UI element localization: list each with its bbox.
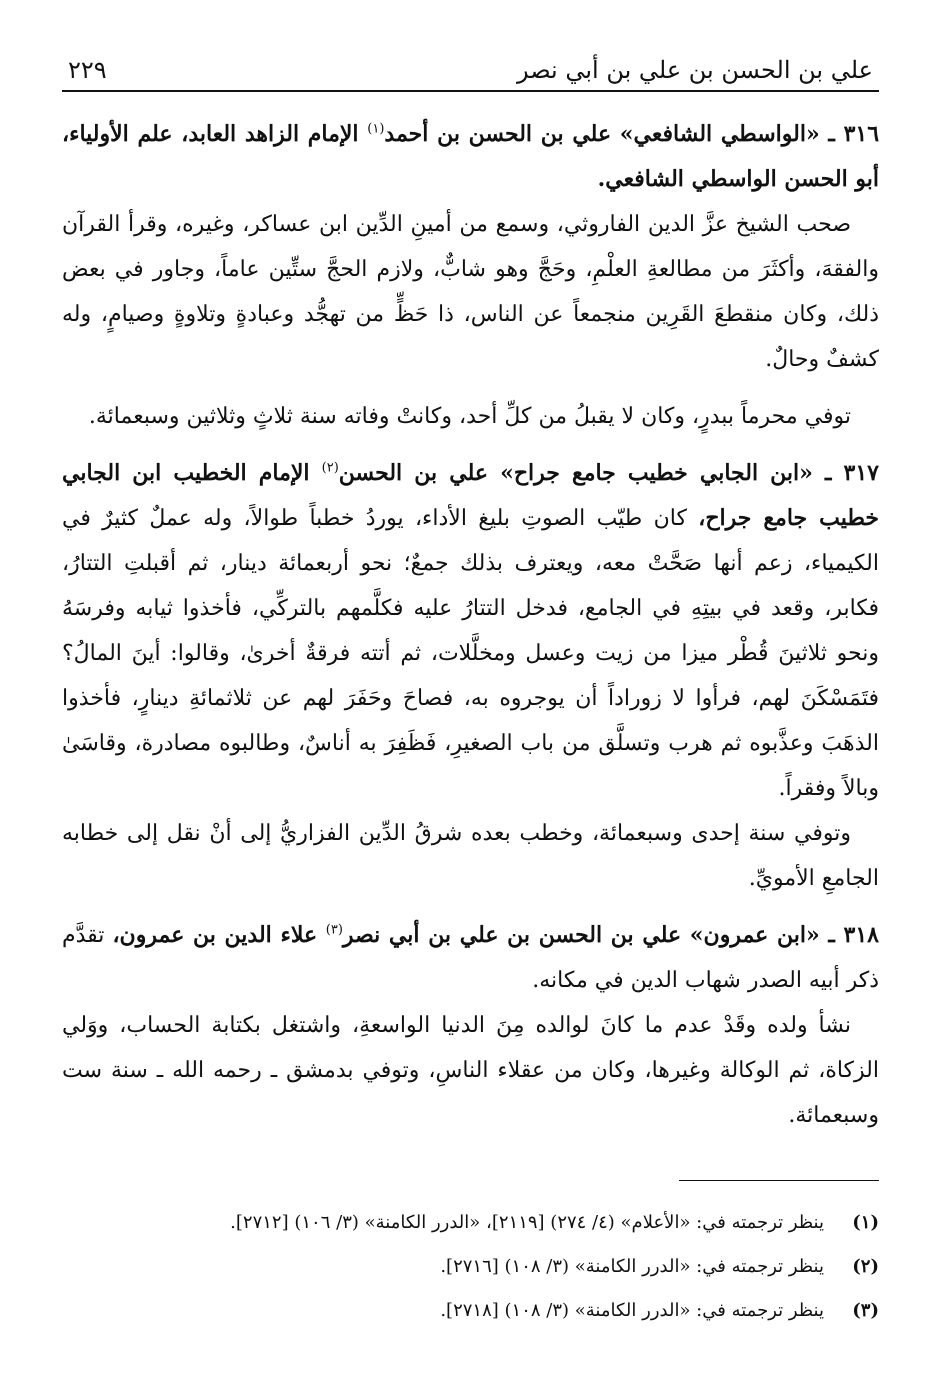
footnote-ref-2[interactable]: (٢) <box>321 460 339 476</box>
footnote-number: (٣) <box>852 1299 879 1321</box>
entry-317-paragraph-1: وتوفي سنة إحدى وسبعمائة، وخطب بعده شرقُ الدِّين الفزاريُّ إلى أنْ نقل إلى خطابه الجامعِ الأمويِّ. <box>62 821 879 891</box>
entry-318-paragraph-1: نشأ ولده وقَدْ عدم ما كانَ لوالده مِنَ الدنيا الواسعةِ، واشتغل بكتابة الحساب، ووَلي الزكاة، ثم الوكالة وغيرها، وكان من عقلاء الناسِ، وتوفي بدمشق ـ رحمه الله ـ سنة ست وسبعمائة. <box>62 1013 879 1128</box>
footnote-number: (٢) <box>852 1255 879 1277</box>
entry-316-head: ٣١٦ ـ «الواسطي الشافعي» علي بن الحسن بن أحمد <box>384 121 880 147</box>
entry-317-text: كان طيّب الصوتِ بليغ الأداء، يوردُ خطباً طوالاً، وله عملٌ كثيرٌ في الكيمياء، زعم أنها صَحَّتْ معه، ويعترف بذلك جمعٌ؛ نحو أربعمائة دينار، ثم أقبلتِ التتارُ، فكابر، وقعد في بيتِهِ في الجامع، فدخل التتارُ عليه فكلَّمهم بالتركِّي، فأخذوا ثيابه وفرسَهُ ونحو ثلاثينَ قُطْر ميزا من زيت وعسل ومخلَّلات، ثم أتته فرقةٌ أخرىٰ، وقالوا: أينَ المالُ؟ فتَمَسْكَنَ لهم، فرأوا لا زوراداً أن يوجروه به، فصاحَ وحَفَرَ لهم عن ثلاثمائةِ دينارٍ، فأخذوا الذهَبَ وعذَّبوه ثم هرب وتسلَّق من باب الصغيرِ، فَظَفِرَ به أناسٌ، وطالبوه مصادرة، وقاسَىٰ وبالاً وفقراً. <box>62 506 880 801</box>
entry-316-paragraph-2: توفي محرماً ببدرٍ، وكان لا يقبلُ من كلِّ أحد، وكانتْ وفاته سنة ثلاثٍ وثلاثين وسبعمائة. <box>88 404 851 429</box>
entry-318-head: ٣١٨ ـ «ابن عمرون» علي بن الحسن بن علي بن أبي نصر <box>342 922 879 948</box>
footnote-1 <box>62 1200 879 1244</box>
page-number: ٢٢٩ <box>68 56 107 84</box>
footnote-3 <box>62 1288 879 1332</box>
entry-318-head-rest: علاء الدين بن عمرون، <box>112 922 326 948</box>
entry-317-head-rest: الإمام الخطيب ابن الجابي خطيب جامع جراح، <box>62 460 879 531</box>
footnote-ref-3[interactable]: (٣) <box>325 922 343 938</box>
entry-318-text: تقدَّم ذكر أبيه الصدر شهاب الدين في مكانه. <box>62 923 879 993</box>
footnote-2 <box>62 1244 879 1288</box>
footnote-text: ينظر ترجمته في: «الدرر الكامنة» (٣/ ١٠٨) [٢٧١٦]. <box>440 1255 824 1277</box>
entry-318 <box>62 913 879 1003</box>
entry-317 <box>62 451 879 811</box>
entry-316-paragraph-1: صحب الشيخ عزَّ الدين الفاروثي، وسمع من أمينِ الدِّين ابن عساكر، وغيره، وقرأ القرآن والفقهَ، وأكثَرَ من مطالعةِ العلْمِ، وحَجَّ وهو شابٌّ، ولازم الحجَّ ستِّين عاماً، وجاور في بعض ذلك، وكان منقطعَ القَرِين منجمعاً عن الناس، ذا حَظٍّ من تهجُّد وعبادةٍ وتلاوةٍ وصيامٍ، وله كشفٌ وحالٌ. <box>62 212 879 372</box>
footnote-divider <box>679 1180 879 1181</box>
entry-316 <box>62 112 879 202</box>
footnote-text: ينظر ترجمته في: «الدرر الكامنة» (٣/ ١٠٨) [٢٧١٨]. <box>440 1299 824 1321</box>
entry-316-head-rest: الإمام الزاهد العابد، علم الأولياء، أبو الحسن الواسطي الشافعي. <box>62 121 879 192</box>
footnotes <box>62 1200 879 1332</box>
footnote-ref-1[interactable]: (١) <box>367 121 385 137</box>
main-text <box>62 112 879 1138</box>
footnote-number: (١) <box>852 1211 879 1233</box>
running-header <box>62 50 879 92</box>
entry-317-head: ٣١٧ ـ «ابن الجابي خطيب جامع جراح» علي بن الحسن <box>338 460 879 486</box>
running-title: علي بن الحسن بن علي بن أبي نصر <box>516 56 873 84</box>
footnote-text: ينظر ترجمته في: «الأعلام» (٤/ ٢٧٤) [٢١١٩]، «الدرر الكامنة» (٣/ ١٠٦) [٢٧١٢]. <box>230 1211 824 1233</box>
